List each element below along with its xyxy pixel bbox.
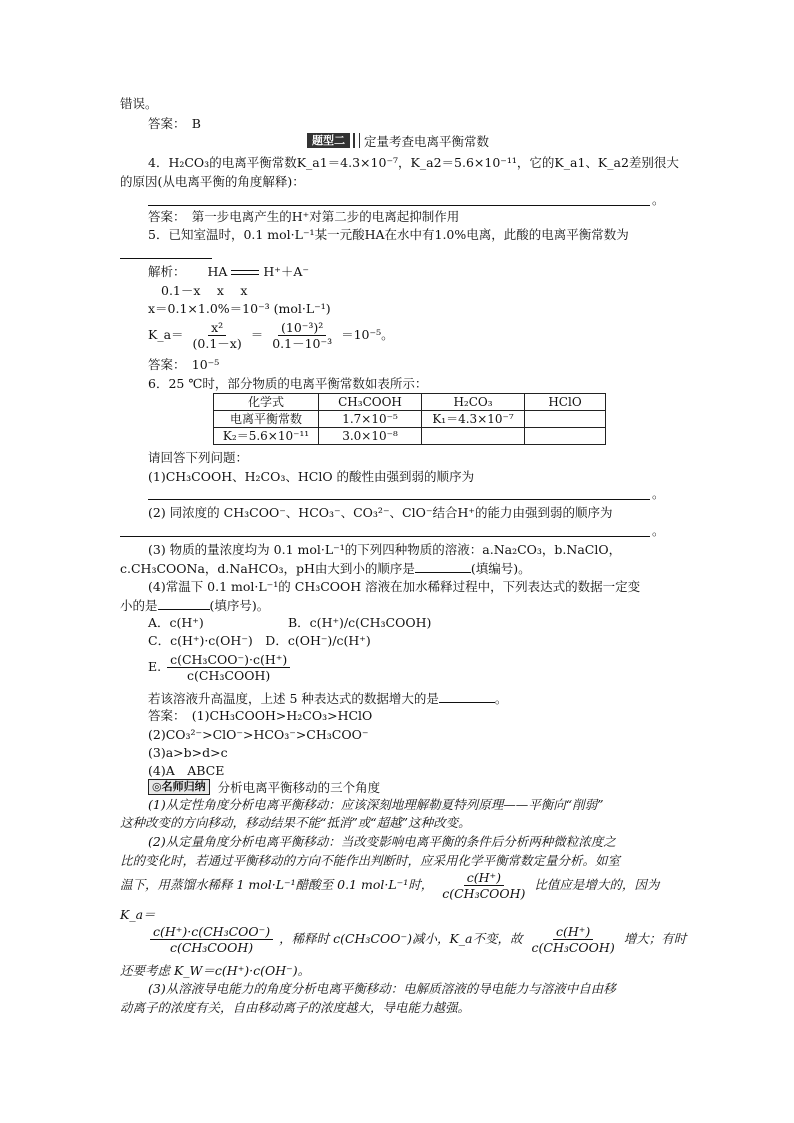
section-tag-title: 定量考查电离平衡常数	[364, 133, 490, 149]
table-cell: 1.7×10⁻⁵	[319, 411, 422, 428]
numerator: c(CH₃COO⁻)·c(H⁺)	[167, 652, 290, 668]
part-4-suffix: (填序号)。	[209, 598, 270, 613]
period: 。	[652, 192, 665, 207]
tip-paragraph-2-line-1: (2)从定量角度分析电离平衡移动：当改变影响电离平衡的条件后分析两种微粒浓度之	[148, 834, 616, 849]
fraction	[150, 924, 273, 955]
text-span: ，稀释时 c(CH₃COO⁻)减小，K_a不变，故	[279, 931, 523, 946]
tip-paragraph-2-line-5	[148, 924, 686, 955]
numerator: c(H⁺)	[464, 870, 504, 886]
answer-6-2: (2)CO₃²⁻>ClO⁻>HCO₃⁻>CH₃COO⁻	[148, 727, 369, 742]
tip-paragraph-2-line-6: 还要考虑 K_W＝c(H⁺)·c(OH⁻)。	[120, 963, 311, 978]
numerator: c(H⁺)·c(CH₃COO⁻)	[150, 924, 273, 940]
table-header-cell: CH₃COOH	[319, 394, 422, 411]
fraction	[190, 320, 245, 351]
question-6-part-5	[148, 690, 507, 707]
answer-blank	[439, 690, 495, 703]
table-cell: K₂＝5.6×10⁻¹¹	[214, 428, 319, 445]
table-row	[214, 411, 606, 428]
fraction	[439, 870, 528, 901]
part-5-text: 若该溶液升高温度，上述 5 种表达式的数据增大的是	[148, 691, 439, 706]
period: 。	[652, 523, 665, 538]
equation-right: H⁺＋A⁻	[263, 264, 310, 279]
tip-paragraph-2-line-2: 比的变化时，若通过平衡移动的方向不能作出判断时，应采用化学平衡常数定量分析。如室	[120, 853, 621, 868]
tip-paragraph-2-line-4: K_a＝	[120, 907, 156, 922]
denominator: c(CH₃COOH)	[187, 668, 271, 683]
answer-blank	[148, 205, 650, 206]
question-6-part-3-line-1: (3) 物质的量浓度均为 0.1 mol·L⁻¹的下列四种物质的溶液：a.Na₂CO₃，b.NaClO，	[148, 542, 622, 557]
equation-left: HA	[207, 264, 228, 279]
answer-blank	[120, 258, 212, 259]
solution-x: x＝0.1×1.0%＝10⁻³ (mol·L⁻¹)	[148, 301, 331, 316]
numerator: c(H⁺)	[553, 924, 593, 940]
answer-blank	[158, 597, 210, 610]
table-header-cell: H₂CO₃	[422, 394, 525, 411]
section-tag	[307, 133, 489, 148]
tip-paragraph-1-line-1: (1)从定性角度分析电离平衡移动：应该深刻地理解勒夏特列原理——平衡向“削弱”	[148, 797, 604, 812]
part-5-suffix: 。	[494, 691, 508, 706]
question-6-part-4-line-2	[120, 597, 269, 614]
denominator: 0.1－10⁻³	[272, 336, 333, 351]
answer-line: 答案： B	[148, 116, 201, 131]
section-tag-divider	[353, 133, 360, 148]
part-3-text: c.CH₃COONa，d.NaHCO₃，pH由大到小的顺序是	[120, 561, 415, 576]
solution-label: 解析：	[148, 264, 186, 279]
fraction	[269, 320, 335, 351]
question-4-answer: 答案： 第一步电离产生的H⁺对第二步的电离起抑制作用	[148, 209, 460, 224]
part-3-suffix: (填编号)。	[470, 561, 531, 576]
fraction	[529, 924, 618, 955]
solution-ka-formula	[148, 320, 394, 351]
question-6-part-4-line-1: (4)常温下 0.1 mol·L⁻¹的 CH₃COOH 溶液在加水稀释过程中，下列表达式的数据一定变	[148, 579, 641, 594]
question-5-answer: 答案： 10⁻⁵	[148, 357, 220, 372]
table-cell	[422, 428, 525, 445]
numerator: (10⁻³)²	[278, 320, 326, 336]
text-line: 错误。	[120, 96, 158, 111]
part-4-text: 小的是	[120, 598, 158, 613]
answer-6-1: 答案： (1)CH₃COOH>H₂CO₃>HClO	[148, 708, 373, 723]
text-span: 比值应是增大的，因为	[534, 877, 660, 892]
option-b: B．c(H⁺)/c(CH₃COOH)	[288, 615, 432, 630]
ionization-constant-table	[213, 393, 606, 445]
answer-blank	[415, 560, 471, 573]
denominator: (0.1－x)	[192, 336, 242, 351]
text-span: 增大；有时	[623, 931, 687, 946]
tip-paragraph-3-line-2: 动离子的浓度有关，自由移动离子的浓度越大，导电能力越强。	[120, 1000, 471, 1015]
ka-label: K_a＝	[148, 327, 184, 342]
option-c-d: C．c(H⁺)·c(OH⁻) D．c(OH⁻)/c(H⁺)	[148, 633, 371, 648]
table-header-row	[214, 394, 606, 411]
question-6-part-3-line-2	[120, 560, 531, 577]
ka-result: ＝10⁻⁵。	[341, 327, 394, 342]
answer-blank	[148, 499, 650, 500]
question-4-line-1: 4．H₂CO₃的电离平衡常数K_a1＝4.3×10⁻⁷，K_a2＝5.6×10⁻¹¹，它的K_a1、K_a2差别很大	[148, 155, 679, 170]
section-tag-label: 题型二	[307, 133, 350, 148]
table-header-cell: 化学式	[214, 394, 319, 411]
equals: ＝	[250, 327, 264, 342]
table-cell: K₁＝4.3×10⁻⁷	[422, 411, 525, 428]
answer-6-4: (4)A ABCE	[148, 763, 225, 778]
table-cell: 3.0×10⁻⁸	[319, 428, 422, 445]
answer-blank	[120, 536, 650, 537]
question-6-intro: 6．25 ℃时，部分物质的电离平衡常数如表所示：	[148, 376, 428, 391]
text-span: 温下，用蒸馏水稀释 1 mol·L⁻¹醋酸至 0.1 mol·L⁻¹时，	[120, 877, 434, 892]
tip-title: 分析电离平衡移动的三个角度	[217, 780, 381, 795]
solution-concentrations: 0.1－x x x	[161, 283, 248, 298]
solution-equation	[148, 264, 309, 280]
fraction	[167, 652, 290, 683]
denominator: c(CH₃COOH)	[442, 886, 526, 901]
period: 。	[652, 486, 665, 501]
question-4-line-2: 的原因(从电离平衡的角度解释)：	[120, 174, 305, 189]
tip-heading	[148, 778, 380, 796]
denominator: c(CH₃COOH)	[531, 940, 615, 955]
table-cell	[525, 411, 606, 428]
equilibrium-arrow-icon	[231, 268, 259, 278]
option-e	[148, 652, 292, 683]
table-row	[214, 428, 606, 445]
table-cell: 电离平衡常数	[214, 411, 319, 428]
numerator: x²	[208, 320, 226, 336]
option-e-label: E.	[148, 659, 162, 674]
table-header-cell: HClO	[525, 394, 606, 411]
tip-paragraph-2-line-3	[120, 870, 659, 901]
question-6-part-1: (1)CH₃COOH、H₂CO₃、HClO 的酸性由强到弱的顺序为	[148, 469, 475, 484]
denominator: c(CH₃COOH)	[169, 940, 254, 955]
table-cell	[525, 428, 606, 445]
question-6-part-2: (2) 同浓度的 CH₃COO⁻、HCO₃⁻、CO₃²⁻、ClO⁻结合H⁺的能力由强到弱的顺序为	[148, 505, 613, 520]
question-6-prompt: 请回答下列问题：	[148, 450, 249, 465]
tip-paragraph-1-line-2: 这种改变的方向移动，移动结果不能“抵消”或“超越”这种改变。	[120, 815, 471, 830]
answer-6-3: (3)a>b>d>c	[148, 745, 228, 760]
option-a: A．c(H⁺)	[148, 615, 204, 630]
tip-paragraph-3-line-1: (3)从溶液导电能力的角度分析电离平衡移动：电解质溶液的导电能力与溶液中自由移	[148, 981, 616, 996]
question-5-line-1: 5．已知室温时，0.1 mol·L⁻¹某一元酸HA在水中有1.0%电离，此酸的电离平衡常数为	[148, 227, 629, 242]
tip-label: ◎名师归纳	[148, 779, 210, 795]
